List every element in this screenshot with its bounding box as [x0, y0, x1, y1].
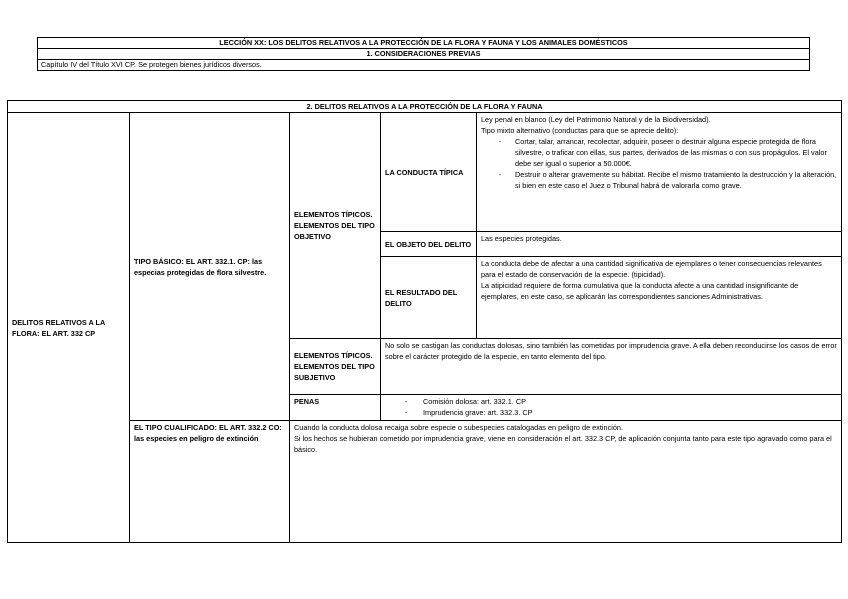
subjetivo-text: No solo se castigan las conductas dolosas, sino también las cometidas por imprudencia grave. A ella deben reconducirse los casos de error sobre el carácter protegido de la especie, en tanto elemento del tipo.	[381, 339, 842, 395]
elementos-objetivo-label: ELEMENTOS TÍPICOS. ELEMENTOS DEL TIPO OBJETIVO	[290, 113, 381, 339]
objeto-label: EL OBJETO DEL DELITO	[381, 232, 477, 257]
conducta-intro-1: Ley penal en blanco (Ley del Patrimonio Natural y de la Biodiversidad).	[481, 115, 711, 124]
resultado-text-1: La conducta debe de afectar a una cantidad significativa de ejemplares o tener consecuencias relevantes para el estado de conservación de la especie. (tipicidad).	[481, 259, 822, 279]
conducta-label: LA CONDUCTA TÍPICA	[381, 113, 477, 232]
tipo-cualificado-text-2: Si los hechos se hubieran cometido por imprudencia grave, viene en consideración el art. 332.3 CP, de aplicación conjunta tanto para este tipo agravado como para el básico.	[294, 434, 832, 454]
list-item: - Imprudencia grave: art. 332.3. CP	[423, 407, 837, 418]
section1-text: Capítulo IV del Título XVI CP. Se protegen bienes jurídicos diversos.	[38, 60, 810, 71]
tipo-cualificado-rest: las especies en peligro de extinción	[134, 434, 259, 443]
penas-list	[385, 396, 837, 418]
conducta-intro-2: Tipo mixto alternativo (conductas para que se aprecie delito):	[481, 126, 679, 135]
list-item: - Cortar, talar, arrancar, recolectar, adquirir, poseer o destruir alguna especie protegida de flora silvestre, o traficar con ellas, sus partes, derivados de las mismas o con sus propágulos. El valor debe ser igual o superior a 50.000€.	[515, 136, 837, 169]
list-item: - Destruir o alterar gravemente su hábitat. Recibe el mismo tratamiento la destrucción y la alteración, si bien en este caso el Juez o Tribunal habrá de valorarla como grave.	[515, 169, 837, 191]
resultado-cell	[477, 257, 842, 339]
delitos-flora-label: DELITOS RELATIVOS A LA FLORA: EL ART. 332 CP	[8, 113, 130, 543]
tipo-cualificado-bold: EL TIPO CUALIFICADO: EL ART. 332.2 CO:	[134, 423, 282, 432]
tipo-basico-label	[130, 113, 290, 421]
section2-table	[7, 100, 842, 543]
penas-cell	[381, 395, 842, 421]
section2-title: 2. DELITOS RELATIVOS A LA PROTECCIÓN DE LA FLORA Y FAUNA	[8, 101, 842, 113]
objeto-text: Las especies protegidas.	[477, 232, 842, 257]
tipo-cualificado-text-1: Cuando la conducta dolosa recaiga sobre especie o subespecies catalogadas en peligro de extinción.	[294, 423, 623, 432]
section1-title: 1. CONSIDERACIONES PREVIAS	[38, 49, 810, 60]
tipo-cualificado-label	[130, 421, 290, 543]
tipo-basico-bold: TIPO BÁSICO: EL ART. 332.1. CP:	[134, 256, 250, 266]
conducta-cell	[477, 113, 842, 232]
lesson-title: LECCIÓN XX: LOS DELITOS RELATIVOS A LA PROTECCIÓN DE LA FLORA Y FAUNA Y LOS ANIMALES DOMÉSTICOS	[38, 38, 810, 49]
elementos-subjetivo-label: ELEMENTOS TÍPICOS. ELEMENTOS DEL TIPO SUBJETIVO	[290, 339, 381, 395]
tipo-cualificado-cell	[290, 421, 842, 543]
list-item: - Comisión dolosa: art. 332.1. CP	[423, 396, 837, 407]
conducta-list	[481, 136, 837, 191]
header-table	[37, 37, 810, 71]
penas-label: PENAS	[290, 395, 381, 421]
resultado-text-2: La atipicidad requiere de forma cumulativa que la conducta afecte a una cantidad insignificante de ejemplares, en este caso, se aplicarán las correspondientes sanciones Administrativas.	[481, 281, 799, 301]
tipo-basico-rest: las especias protegidas de flora silvestre.	[134, 256, 267, 277]
resultado-label: EL RESULTADO DEL DELITO	[381, 257, 477, 339]
